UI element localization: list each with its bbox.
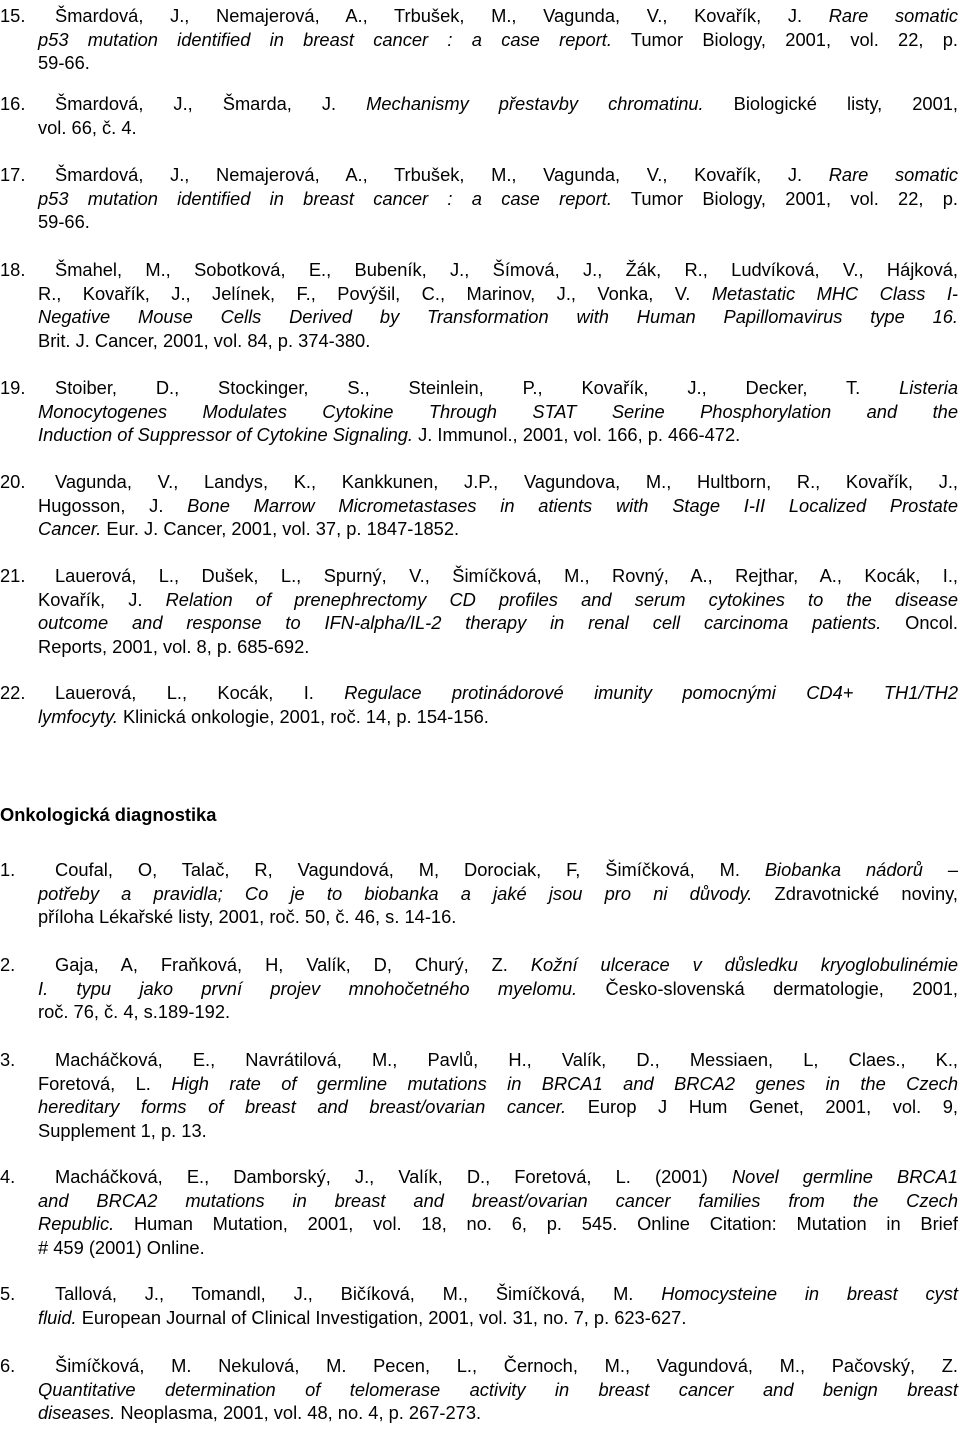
reference-text: Neoplasma, 2001, vol. 48, no. 4, p. 267-273.	[115, 1402, 482, 1423]
reference-title: Regulace protinádorové imunity pomocnými CD4+ TH1/TH2	[344, 682, 959, 703]
reference-title: fluid.	[38, 1306, 77, 1328]
reference-line	[0, 1072, 958, 1096]
reference-ref16	[0, 92, 958, 139]
reference-line	[0, 258, 958, 282]
reference-line	[0, 187, 958, 211]
reference-line	[0, 494, 958, 518]
reference-line	[0, 282, 958, 306]
reference-title: potřeby a pravidla; Co je to biobanka a jaké jsou pro ni důvody.	[38, 882, 753, 904]
reference-text: Šmardová, J., Nemajerová, A., Trbušek, M., Vagunda, V., Kovařík, J.	[55, 5, 829, 26]
reference-ref22	[0, 681, 958, 728]
reference-number: 22.	[0, 682, 26, 703]
reference-number: 20.	[0, 471, 26, 492]
reference-title: Metastatic MHC Class I-	[711, 282, 958, 304]
reference-number: 19.	[0, 377, 26, 398]
reference-text: Macháčková, E., Navrátilová, M., Pavlů, H., Valík, D., Messiaen, L, Claes., K.,	[55, 1049, 958, 1070]
reference-line	[0, 329, 958, 353]
reference-line	[0, 28, 958, 52]
reference-line	[0, 1212, 958, 1236]
reference-title: Cancer.	[38, 518, 102, 539]
section-heading: Onkologická diagnostika	[0, 804, 217, 825]
reference-text: 59-66.	[38, 52, 90, 73]
reference-ref17	[0, 163, 958, 234]
reference-text: Vagunda, V., Landys, K., Kankkunen, J.P., Vagundova, M., Hultborn, R., Kovařík, J.,	[55, 471, 958, 492]
reference-line	[0, 858, 958, 882]
reference-line	[0, 92, 958, 116]
reference-number: 18.	[0, 259, 26, 280]
reference-line	[0, 51, 958, 75]
reference-text: roč. 76, č. 4, s.189-192.	[38, 1001, 231, 1022]
reference-number: 6.	[0, 1355, 16, 1376]
reference-d6	[0, 1354, 958, 1425]
reference-text: Human Mutation, 2001, vol. 18, no. 6, p. 545. Online Citation: Mutation in Brief	[114, 1213, 958, 1234]
reference-text: Brit. J. Cancer, 2001, vol. 84, p. 374-380.	[38, 329, 371, 351]
reference-ref21	[0, 564, 958, 658]
reference-line	[0, 1048, 958, 1072]
reference-ref19	[0, 376, 958, 447]
reference-text: Reports, 2001, vol. 8, p. 685-692.	[38, 635, 310, 657]
reference-title: hereditary forms of breast and breast/ovarian cancer.	[38, 1096, 567, 1117]
reference-number: 2.	[0, 954, 16, 975]
reference-number: 5.	[0, 1283, 16, 1304]
reference-d4	[0, 1165, 958, 1259]
reference-text: Hugosson, J.	[38, 494, 188, 516]
reference-text: Česko-slovenská dermatologie, 2001,	[577, 977, 958, 999]
reference-line	[0, 1354, 958, 1378]
reference-line	[0, 4, 958, 28]
reference-line	[0, 1189, 958, 1213]
reference-number: 21.	[0, 565, 26, 586]
reference-number: 17.	[0, 164, 26, 185]
reference-line	[0, 1119, 958, 1143]
reference-line	[0, 400, 958, 424]
reference-d2	[0, 953, 958, 1024]
reference-title: I. typu jako první projev mnohočetného myelomu.	[38, 977, 578, 999]
reference-ref18	[0, 258, 958, 352]
reference-line	[0, 705, 958, 729]
reference-text: R., Kovařík, J., Jelínek, F., Povýšil, C., Marinov, J., Vonka, V.	[38, 282, 712, 304]
reference-d3	[0, 1048, 958, 1142]
reference-line	[0, 611, 958, 635]
reference-line	[0, 977, 958, 1001]
reference-text: J. Immunol., 2001, vol. 166, p. 466-472.	[413, 424, 741, 445]
reference-line	[0, 1000, 958, 1024]
reference-title: Quantitative determination of telomerase activity in breast cancer and benign breast	[38, 1378, 958, 1400]
reference-title: Listeria	[899, 377, 958, 398]
reference-title: Rare somatic	[828, 164, 958, 185]
reference-text: Šmahel, M., Sobotková, E., Bubeník, J., Šímová, J., Žák, R., Ludvíková, V., Hájková,	[55, 259, 958, 280]
reference-text: 59-66.	[38, 211, 90, 232]
reference-title: Monocytogenes Modulates Cytokine Through STAT Serine Phosphorylation and the	[38, 400, 958, 422]
reference-line	[0, 116, 958, 140]
reference-line	[0, 1165, 958, 1189]
reference-text: Klinická onkologie, 2001, roč. 14, p. 154-156.	[117, 705, 489, 727]
reference-text: Biologické listy, 2001,	[703, 93, 958, 114]
reference-title: Biobanka nádorů –	[764, 859, 958, 880]
reference-line	[0, 681, 958, 705]
reference-number: 1.	[0, 859, 16, 880]
reference-title: Mechanismy přestavby chromatinu.	[366, 93, 704, 114]
reference-number: 3.	[0, 1049, 16, 1070]
reference-text: Šmardová, J., Nemajerová, A., Trbušek, M., Vagunda, V., Kovařík, J.	[55, 164, 829, 185]
reference-line	[0, 882, 958, 906]
reference-text: Lauerová, L., Dušek, L., Spurný, V., Šimíčková, M., Rovný, A., Rejthar, A., Kocák, I.,	[55, 565, 958, 586]
reference-text: příloha Lékařské listy, 2001, roč. 50, č. 46, s. 14-16.	[38, 906, 457, 927]
reference-text: Foretová, L.	[38, 1072, 172, 1094]
reference-text: Kovařík, J.	[38, 588, 166, 610]
reference-line	[0, 564, 958, 588]
reference-text: Tallová, J., Tomandl, J., Bičíková, M., Šimíčková, M.	[55, 1283, 662, 1304]
reference-title: Induction of Suppressor of Cytokine Signaling.	[38, 424, 413, 445]
reference-title: Rare somatic	[828, 5, 958, 26]
reference-text: Zdravotnické noviny,	[752, 882, 958, 904]
reference-line	[0, 210, 958, 234]
reference-text: Gaja, A, Fraňková, H, Valík, D, Churý, Z.	[55, 954, 531, 975]
reference-line	[0, 470, 958, 494]
reference-ref15	[0, 4, 958, 75]
reference-text: Supplement 1, p. 13.	[38, 1119, 207, 1141]
reference-line	[0, 1095, 958, 1119]
reference-number: 16.	[0, 93, 26, 114]
reference-number: 15.	[0, 5, 26, 26]
reference-line	[0, 376, 958, 400]
reference-title: High rate of germline mutations in BRCA1 and BRCA2 genes in the Czech	[171, 1072, 958, 1094]
reference-text: Coufal, O, Talač, R, Vagundová, M, Dorociak, F, Šimíčková, M.	[55, 859, 765, 880]
reference-ref20	[0, 470, 958, 541]
reference-title: diseases.	[38, 1402, 116, 1423]
reference-title: and BRCA2 mutations in breast and breast/ovarian cancer families from the Czech	[38, 1189, 958, 1211]
reference-text: Eur. J. Cancer, 2001, vol. 37, p. 1847-1852.	[101, 518, 460, 539]
reference-line	[0, 953, 958, 977]
reference-text: Lauerová, L., Kocák, I.	[55, 682, 345, 703]
reference-line	[0, 1401, 958, 1425]
reference-text: Šmardová, J., Šmarda, J.	[55, 93, 367, 114]
reference-title: p53 mutation identified in breast cancer : a case report.	[38, 28, 612, 50]
reference-text: Oncol.	[881, 612, 958, 633]
reference-title: Negative Mouse Cells Derived by Transformation with Human Papillomavirus type 16.	[38, 306, 958, 327]
reference-title: Republic.	[38, 1213, 115, 1234]
reference-line	[0, 423, 958, 447]
reference-line	[0, 1306, 958, 1330]
reference-text: Šimíčková, M. Nekulová, M. Pecen, L., Černoch, M., Vagundová, M., Pačovský, Z.	[55, 1355, 958, 1376]
reference-title: Homocysteine in breast cyst	[661, 1283, 958, 1304]
reference-d1	[0, 858, 958, 929]
reference-title: outcome and response to IFN-alpha/IL-2 therapy in renal cell carcinoma patients.	[38, 612, 882, 633]
reference-line	[0, 1282, 958, 1306]
reference-text: Tumor Biology, 2001, vol. 22, p.	[611, 187, 958, 209]
reference-title: p53 mutation identified in breast cancer : a case report.	[38, 187, 612, 209]
reference-title: Novel germline BRCA1	[731, 1166, 958, 1187]
reference-line	[0, 1236, 958, 1260]
reference-line	[0, 635, 958, 659]
reference-text: Tumor Biology, 2001, vol. 22, p.	[611, 28, 958, 50]
reference-line	[0, 588, 958, 612]
reference-text: Stoiber, D., Stockinger, S., Steinlein, P., Kovařík, J., Decker, T.	[55, 377, 900, 398]
reference-text: # 459 (2001) Online.	[38, 1236, 205, 1258]
reference-line	[0, 1378, 958, 1402]
reference-number: 4.	[0, 1166, 16, 1187]
reference-text: Europ J Hum Genet, 2001, vol. 9,	[566, 1096, 958, 1117]
reference-text: Macháčková, E., Damborský, J., Valík, D., Foretová, L. (2001)	[55, 1166, 732, 1187]
reference-title: lymfocyty.	[38, 705, 118, 727]
reference-title: Relation of prenephrectomy CD profiles and serum cytokines to the disease	[165, 588, 958, 610]
reference-line	[0, 517, 958, 541]
reference-line	[0, 905, 958, 929]
reference-line	[0, 305, 958, 329]
reference-line	[0, 163, 958, 187]
reference-title: Kožní ulcerace v důsledku kryoglobulinémie	[530, 954, 958, 975]
reference-text: vol. 66, č. 4.	[38, 116, 137, 138]
reference-d5	[0, 1282, 958, 1329]
reference-title: Bone Marrow Micrometastases in atients with Stage I-II Localized Prostate	[187, 494, 958, 516]
reference-text: European Journal of Clinical Investigation, 2001, vol. 31, no. 7, p. 623-627.	[76, 1306, 687, 1328]
